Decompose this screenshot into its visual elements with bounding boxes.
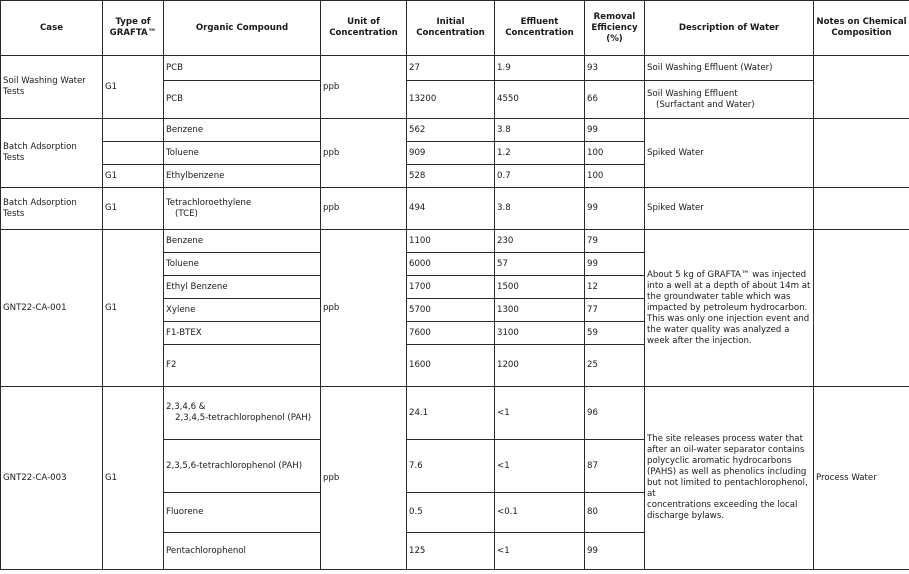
header-removal: Removal Efficiency (%) — [585, 1, 645, 56]
description-cell: Soil Washing Effluent (Water) — [645, 56, 814, 81]
effluent-cell: 3100 — [495, 322, 585, 345]
type-cell: G1 — [103, 387, 164, 570]
initial-cell: 7600 — [407, 322, 495, 345]
removal-cell: 66 — [585, 81, 645, 119]
initial-cell: 5700 — [407, 299, 495, 322]
notes-cell — [814, 56, 909, 119]
table-row — [1, 56, 909, 81]
notes-cell — [814, 188, 909, 230]
compound-cell: PCB — [164, 81, 321, 119]
table-row — [1, 387, 909, 440]
effluent-cell: 1.9 — [495, 56, 585, 81]
compound-cell: PCB — [164, 56, 321, 81]
removal-cell: 99 — [585, 533, 645, 570]
initial-cell: 125 — [407, 533, 495, 570]
header-type: Type of GRAFTA™ — [103, 1, 164, 56]
initial-cell: 494 — [407, 188, 495, 230]
removal-cell: 77 — [585, 299, 645, 322]
initial-cell: 1700 — [407, 276, 495, 299]
effluent-cell: 57 — [495, 253, 585, 276]
description-cell: Spiked Water — [645, 119, 814, 188]
initial-cell: 909 — [407, 142, 495, 165]
table-row — [1, 119, 909, 142]
type-cell — [103, 119, 164, 142]
effluent-cell: 1500 — [495, 276, 585, 299]
compound-cell — [164, 188, 321, 230]
compound-line: (TCE) — [175, 208, 198, 219]
initial-cell: 24.1 — [407, 387, 495, 440]
type-cell: G1 — [103, 230, 164, 387]
header-unit: Unit of Concentration — [321, 1, 407, 56]
removal-cell: 79 — [585, 230, 645, 253]
description-line: The site releases process water that after an oil-water separator contains polycyclic aromatic hydrocarbons (PAHS) as well as phenolics including but not limited to pentachlorophenol, at — [647, 434, 808, 499]
compound-line: 2,3,4,5-tetrachlorophenol (PAH) — [175, 413, 312, 423]
header-notes: Notes on Chemical Composition — [814, 1, 909, 56]
unit-cell: ppb — [321, 387, 407, 570]
compound-cell: 2,3,5,6-tetrachlorophenol (PAH) — [164, 440, 321, 493]
type-cell: G1 — [103, 165, 164, 188]
effluent-cell: <1 — [495, 387, 585, 440]
effluent-cell: 1300 — [495, 299, 585, 322]
effluent-cell: 4550 — [495, 81, 585, 119]
compound-line: 2,3,4,6 & — [166, 402, 206, 412]
unit-cell: ppb — [321, 56, 407, 119]
description-cell: About 5 kg of GRAFTA™ was injected into a well at a depth of about 14m at the groundwater table which was impacted by petroleum hydrocarbon. This was only one injection event and the water quality was analyzed a week after the injection. — [645, 230, 814, 387]
header-effluent: Effluent Concentration — [495, 1, 585, 56]
initial-cell: 528 — [407, 165, 495, 188]
effluent-cell: <1 — [495, 440, 585, 493]
description-cell — [645, 387, 814, 570]
description-cell: Spiked Water — [645, 188, 814, 230]
compound-cell: Xylene — [164, 299, 321, 322]
unit-cell: ppb — [321, 230, 407, 387]
case-cell: GNT22-CA-001 — [1, 230, 103, 387]
type-cell: G1 — [103, 188, 164, 230]
case-cell: Batch Adsorption Tests — [1, 119, 103, 188]
compound-line: Tetrachloroethylene — [166, 197, 252, 208]
compound-cell: Pentachlorophenol — [164, 533, 321, 570]
header-compound: Organic Compound — [164, 1, 321, 56]
removal-cell: 93 — [585, 56, 645, 81]
removal-cell: 25 — [585, 345, 645, 387]
notes-cell — [814, 230, 909, 387]
initial-cell: 27 — [407, 56, 495, 81]
compound-cell: Benzene — [164, 119, 321, 142]
case-cell: Soil Washing Water Tests — [1, 56, 103, 119]
notes-cell — [814, 119, 909, 188]
compound-cell: Fluorene — [164, 493, 321, 533]
removal-cell: 87 — [585, 440, 645, 493]
compound-cell — [164, 387, 321, 440]
compound-cell: Toluene — [164, 253, 321, 276]
initial-cell: 13200 — [407, 81, 495, 119]
effluent-cell: 3.8 — [495, 119, 585, 142]
removal-cell: 99 — [585, 188, 645, 230]
removal-cell: 100 — [585, 165, 645, 188]
type-cell: G1 — [103, 56, 164, 119]
table-row — [1, 188, 909, 230]
effluent-cell: <0.1 — [495, 493, 585, 533]
removal-cell: 96 — [585, 387, 645, 440]
header-initial: Initial Concentration — [407, 1, 495, 56]
notes-cell: Process Water — [814, 387, 909, 570]
type-cell — [103, 142, 164, 165]
header-case: Case — [1, 1, 103, 56]
compound-cell: Ethyl Benzene — [164, 276, 321, 299]
case-cell: GNT22-CA-003 — [1, 387, 103, 570]
effluent-cell: 230 — [495, 230, 585, 253]
compound-cell: Toluene — [164, 142, 321, 165]
case-cell: Batch Adsorption Tests — [1, 188, 103, 230]
initial-cell: 1100 — [407, 230, 495, 253]
description-line: (Surfactant and Water) — [656, 99, 755, 110]
compound-cell: F2 — [164, 345, 321, 387]
compound-cell: F1-BTEX — [164, 322, 321, 345]
removal-cell: 12 — [585, 276, 645, 299]
description-line: Soil Washing Effluent — [647, 88, 738, 99]
removal-cell: 59 — [585, 322, 645, 345]
initial-cell: 1600 — [407, 345, 495, 387]
compound-cell: Benzene — [164, 230, 321, 253]
effluent-cell: 1200 — [495, 345, 585, 387]
unit-cell: ppb — [321, 119, 407, 188]
removal-cell: 99 — [585, 253, 645, 276]
effluent-cell: 3.8 — [495, 188, 585, 230]
unit-cell: ppb — [321, 188, 407, 230]
effluent-cell: 1.2 — [495, 142, 585, 165]
removal-cell: 100 — [585, 142, 645, 165]
description-cell — [645, 81, 814, 119]
compound-cell: Ethylbenzene — [164, 165, 321, 188]
effluent-cell: <1 — [495, 533, 585, 570]
header-row — [1, 1, 909, 56]
effluent-cell: 0.7 — [495, 165, 585, 188]
initial-cell: 7.6 — [407, 440, 495, 493]
initial-cell: 6000 — [407, 253, 495, 276]
initial-cell: 0.5 — [407, 493, 495, 533]
removal-cell: 99 — [585, 119, 645, 142]
table-row — [1, 230, 909, 253]
removal-cell: 80 — [585, 493, 645, 533]
initial-cell: 562 — [407, 119, 495, 142]
header-description: Description of Water — [645, 1, 814, 56]
description-line: concentrations exceeding the local discharge bylaws. — [647, 500, 798, 521]
